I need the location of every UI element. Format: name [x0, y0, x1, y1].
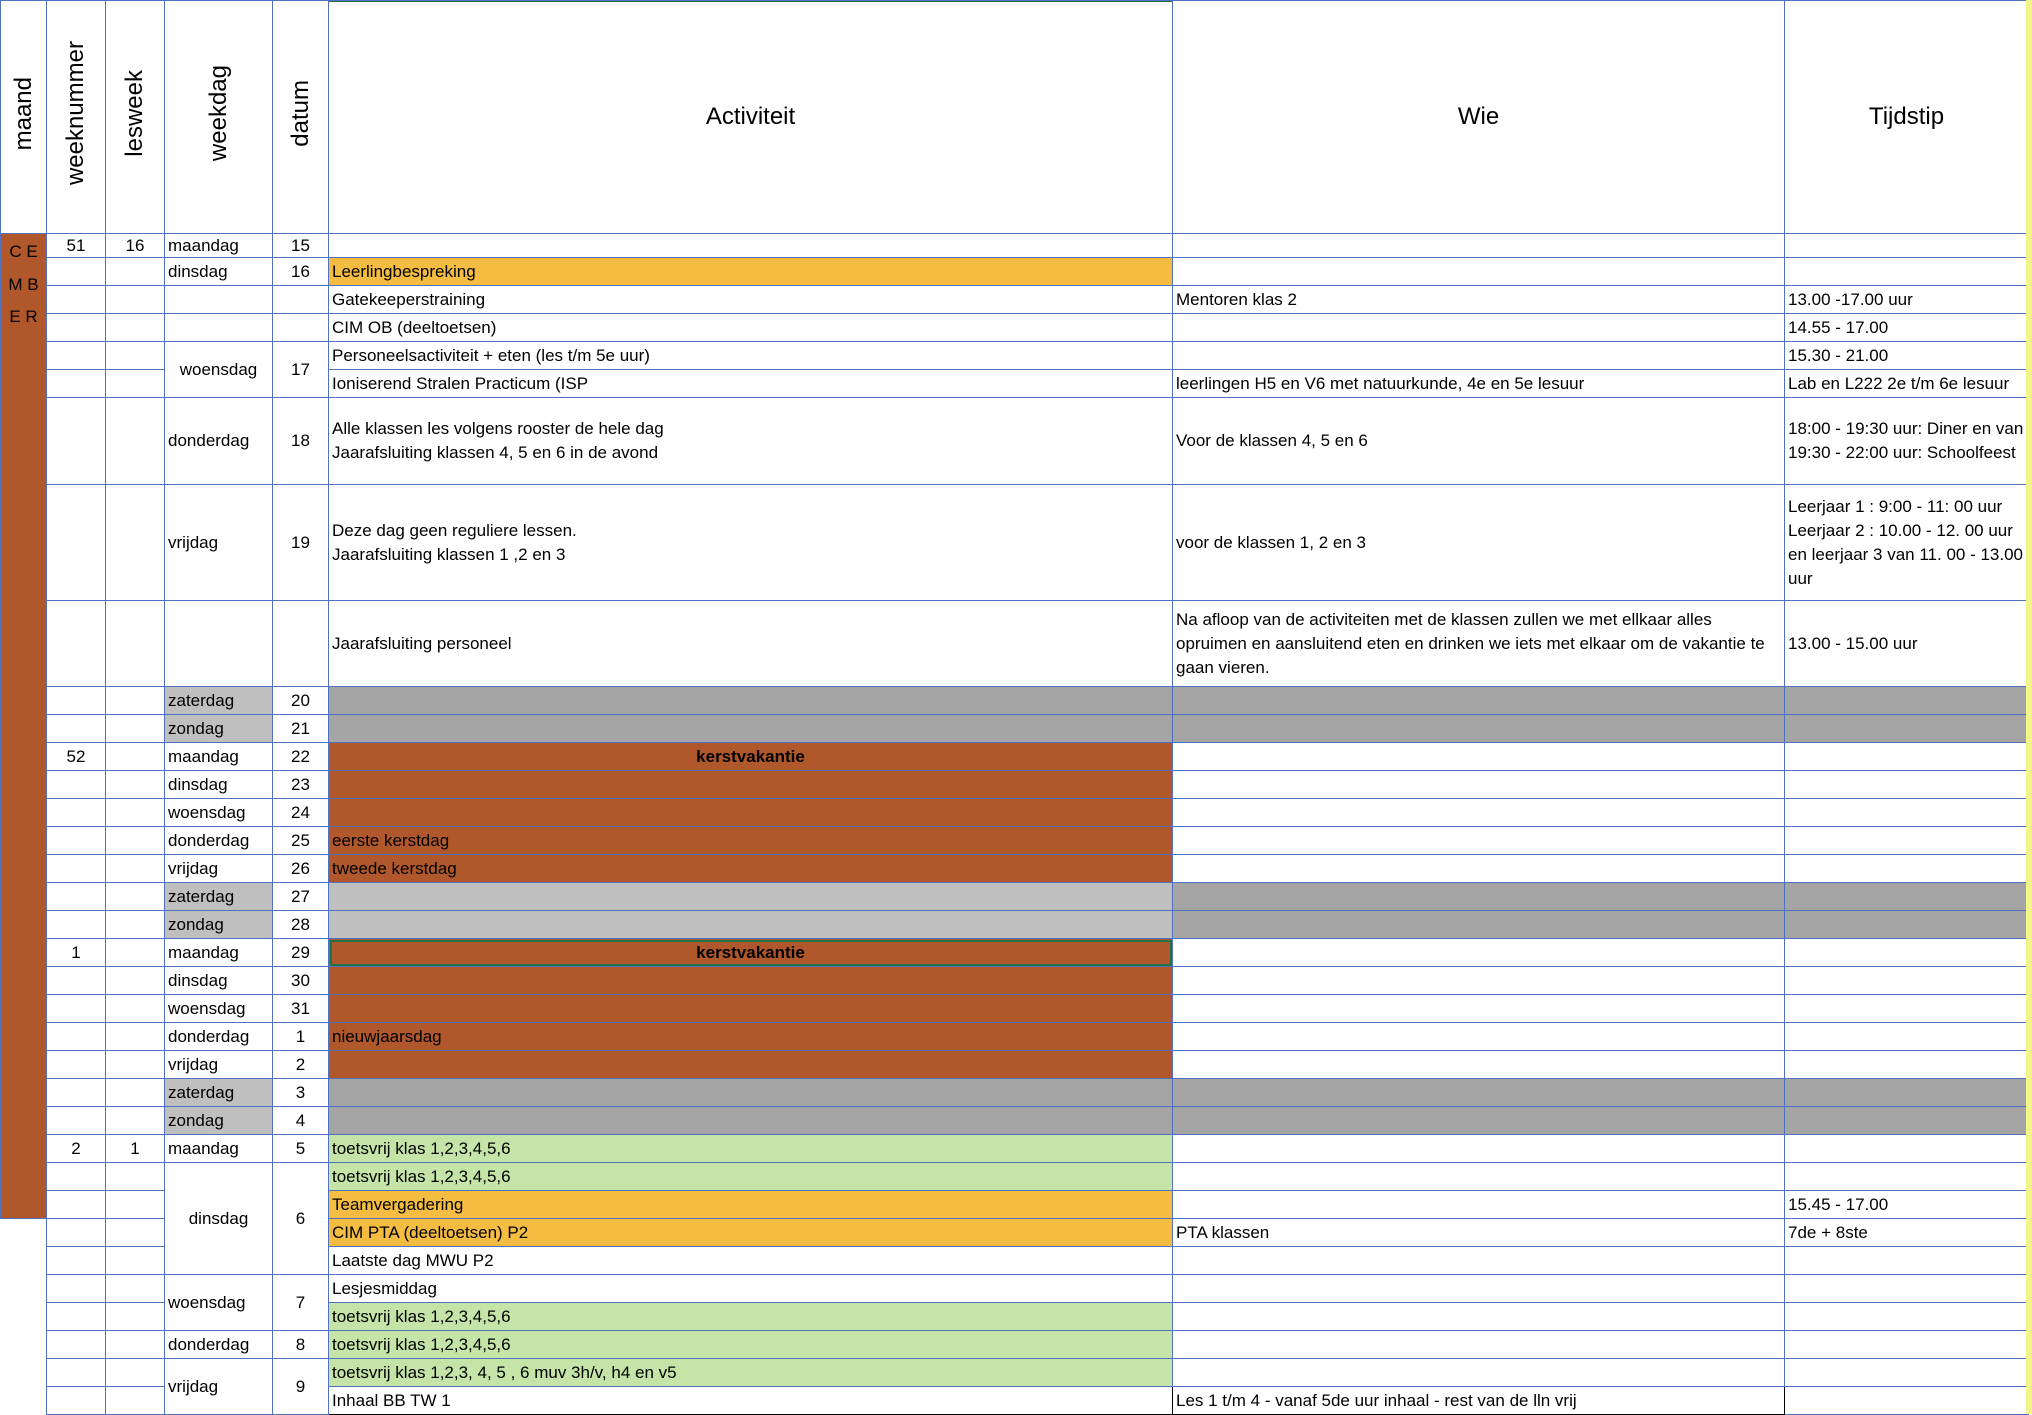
lesweek-cell[interactable] — [106, 1359, 165, 1387]
weeknummer-cell[interactable] — [47, 286, 106, 314]
lesweek-cell[interactable] — [106, 715, 165, 743]
tijdstip-cell[interactable]: 15.45 - 17.00 — [1785, 1191, 2029, 1219]
table-row — [1, 601, 2029, 687]
table-row — [1, 1331, 2029, 1359]
tijdstip-cell[interactable] — [1785, 1023, 2029, 1051]
wie-cell[interactable] — [1173, 799, 1785, 827]
tijdstip-cell[interactable] — [1785, 1163, 2029, 1191]
activiteit-cell[interactable]: Leerlingbespreking — [329, 258, 1173, 286]
weekdag-cell[interactable]: donderdag — [165, 827, 273, 855]
tijdstip-cell[interactable] — [1785, 855, 2029, 883]
lesweek-cell[interactable] — [106, 1275, 165, 1303]
tijdstip-cell[interactable] — [1785, 799, 2029, 827]
table-row — [1, 1359, 2029, 1387]
lesweek-cell[interactable] — [106, 967, 165, 995]
lesweek-cell[interactable] — [106, 1079, 165, 1107]
weeknummer-cell[interactable] — [47, 771, 106, 799]
header-wie[interactable]: Wie — [1173, 1, 1785, 234]
lesweek-cell[interactable] — [106, 370, 165, 398]
weeknummer-cell[interactable] — [47, 855, 106, 883]
wie-cell[interactable]: Voor de klassen 4, 5 en 6 — [1173, 398, 1785, 485]
table-row — [1, 1079, 2029, 1107]
table-row — [1, 314, 2029, 342]
activiteit-cell[interactable]: Gatekeeperstraining — [329, 286, 1173, 314]
header-datum[interactable]: datum — [273, 1, 329, 234]
activiteit-cell[interactable] — [329, 995, 1173, 1023]
wie-cell[interactable] — [1173, 743, 1785, 771]
activiteit-cell[interactable] — [329, 1051, 1173, 1079]
weeknummer-cell[interactable] — [47, 1051, 106, 1079]
weeknummer-cell[interactable]: 1 — [47, 939, 106, 967]
weeknummer-cell[interactable] — [47, 370, 106, 398]
table-row — [1, 855, 2029, 883]
datum-cell[interactable]: 28 — [273, 911, 329, 939]
tijdstip-cell[interactable] — [1785, 485, 2029, 601]
weeknummer-cell[interactable] — [47, 398, 106, 485]
wie-cell[interactable] — [1173, 1275, 1785, 1303]
wie-cell[interactable] — [1173, 911, 1785, 939]
lesweek-cell[interactable] — [106, 1303, 165, 1331]
tijdstip-cell[interactable] — [1785, 967, 2029, 995]
weeknummer-cell[interactable] — [47, 1359, 106, 1387]
header-lesweek[interactable]: lesweek — [106, 1, 165, 234]
table-row — [1, 743, 2029, 771]
datum-cell[interactable]: 2 — [273, 1051, 329, 1079]
lesweek-cell[interactable] — [106, 398, 165, 485]
weeknummer-cell[interactable] — [47, 342, 106, 370]
activiteit-cell[interactable]: toetsvrij klas 1,2,3,4,5,6 — [329, 1163, 1173, 1191]
tijdstip-cell[interactable] — [1785, 258, 2029, 286]
weeknummer-cell[interactable]: 2 — [47, 1135, 106, 1163]
header-row — [1, 1, 2029, 234]
activiteit-cell[interactable] — [329, 687, 1173, 715]
wie-line: Na afloop van de activiteiten met de klassen zullen we met ellkaar alles — [1176, 609, 1712, 629]
empty-month-cell — [1, 1219, 47, 1415]
wie-line: opruimen en aansluitend eten en drinken we iets met elkaar om de vakantie te — [1176, 633, 1765, 653]
datum-cell[interactable]: 24 — [273, 799, 329, 827]
activiteit-cell[interactable] — [329, 1079, 1173, 1107]
tijdstip-cell[interactable] — [1785, 1079, 2029, 1107]
weekdag-cell[interactable]: maandag — [165, 234, 273, 258]
wie-cell[interactable] — [1173, 601, 1785, 687]
lesweek-cell[interactable] — [106, 1219, 165, 1247]
lesweek-cell[interactable] — [106, 286, 165, 314]
weeknummer-cell[interactable] — [47, 1219, 106, 1247]
datum-cell[interactable] — [273, 286, 329, 314]
tijdstip-cell[interactable] — [1785, 715, 2029, 743]
tijdstip-cell[interactable] — [1785, 883, 2029, 911]
activiteit-cell[interactable]: nieuwjaarsdag — [329, 1023, 1173, 1051]
lesweek-cell[interactable] — [106, 342, 165, 370]
lesweek-cell[interactable] — [106, 771, 165, 799]
weekdag-cell[interactable]: vrijdag — [165, 485, 273, 601]
lesweek-cell[interactable] — [106, 743, 165, 771]
wie-cell[interactable] — [1173, 1247, 1785, 1275]
activiteit-cell-selected[interactable]: kerstvakantie — [329, 939, 1173, 967]
wie-cell[interactable] — [1173, 1163, 1785, 1191]
tijdstip-cell[interactable]: 15.30 - 21.00 — [1785, 342, 2029, 370]
wie-cell[interactable] — [1173, 883, 1785, 911]
activiteit-cell[interactable]: Inhaal BB TW 1 — [329, 1387, 1173, 1415]
datum-cell[interactable]: 4 — [273, 1107, 329, 1135]
weeknummer-cell[interactable] — [47, 1275, 106, 1303]
activiteit-cell[interactable]: Jaarafsluiting personeel — [329, 601, 1173, 687]
next-column-strip — [2026, 0, 2032, 1414]
weeknummer-cell[interactable] — [47, 883, 106, 911]
weeknummer-cell[interactable]: 51 — [47, 234, 106, 258]
datum-cell[interactable]: 17 — [273, 342, 329, 398]
wie-cell[interactable] — [1173, 715, 1785, 743]
activiteit-cell[interactable] — [329, 1107, 1173, 1135]
datum-cell[interactable] — [273, 314, 329, 342]
table-row — [1, 286, 2029, 314]
datum-cell[interactable]: 16 — [273, 258, 329, 286]
table-row — [1, 1135, 2029, 1163]
activiteit-cell[interactable]: CIM PTA (deeltoetsen) P2 — [329, 1219, 1173, 1247]
wie-cell[interactable] — [1173, 1107, 1785, 1135]
weeknummer-cell[interactable] — [47, 601, 106, 687]
lesweek-cell[interactable] — [106, 314, 165, 342]
lesweek-cell[interactable] — [106, 1331, 165, 1359]
tijdstip-line: Leerjaar 1 : 9:00 - 11: 00 uur — [1788, 496, 2003, 516]
weekdag-cell[interactable]: vrijdag — [165, 1359, 273, 1415]
tijdstip-line: en leerjaar 3 van 11. 00 - 13.00 — [1788, 544, 2024, 564]
wie-cell[interactable]: leerlingen H5 en V6 met natuurkunde, 4e en 5e lesuur — [1173, 370, 1785, 398]
datum-cell[interactable]: 27 — [273, 883, 329, 911]
datum-cell[interactable]: 26 — [273, 855, 329, 883]
lesweek-cell[interactable] — [106, 601, 165, 687]
lesweek-cell[interactable] — [106, 939, 165, 967]
weekdag-cell[interactable]: dinsdag — [165, 771, 273, 799]
datum-cell[interactable]: 25 — [273, 827, 329, 855]
activiteit-cell[interactable] — [329, 967, 1173, 995]
activiteit-line: Jaarafsluiting klassen 4, 5 en 6 in de avond — [332, 443, 659, 462]
activiteit-cell[interactable]: Laatste dag MWU P2 — [329, 1247, 1173, 1275]
weekdag-cell[interactable]: zondag — [165, 1107, 273, 1135]
weeknummer-cell[interactable] — [47, 967, 106, 995]
activiteit-cell[interactable]: toetsvrij klas 1,2,3,4,5,6 — [329, 1135, 1173, 1163]
tijdstip-cell[interactable] — [1785, 1359, 2029, 1387]
tijdstip-cell[interactable] — [1785, 939, 2029, 967]
datum-cell[interactable]: 22 — [273, 743, 329, 771]
activiteit-cell[interactable] — [329, 883, 1173, 911]
weeknummer-cell[interactable] — [47, 1023, 106, 1051]
tijdstip-line: 18:00 - 19:30 uur: Diner en van — [1788, 419, 2024, 438]
activiteit-cell[interactable]: Teamvergadering — [329, 1191, 1173, 1219]
weeknummer-cell[interactable] — [47, 911, 106, 939]
activiteit-cell[interactable] — [329, 485, 1173, 601]
datum-cell[interactable]: 5 — [273, 1135, 329, 1163]
lesweek-cell[interactable] — [106, 1023, 165, 1051]
wie-cell[interactable] — [1173, 687, 1785, 715]
lesweek-cell[interactable] — [106, 827, 165, 855]
tijdstip-cell[interactable] — [1785, 1107, 2029, 1135]
wie-cell[interactable] — [1173, 967, 1785, 995]
wie-cell[interactable] — [1173, 855, 1785, 883]
lesweek-cell[interactable]: 1 — [106, 1135, 165, 1163]
tijdstip-cell[interactable] — [1785, 1247, 2029, 1275]
wie-cell[interactable] — [1173, 1051, 1785, 1079]
table-row — [1, 883, 2029, 911]
tijdstip-cell[interactable] — [1785, 1275, 2029, 1303]
datum-cell[interactable]: 8 — [273, 1331, 329, 1359]
wie-cell[interactable]: PTA klassen — [1173, 1219, 1785, 1247]
datum-cell[interactable]: 19 — [273, 485, 329, 601]
weekdag-cell[interactable]: zaterdag — [165, 687, 273, 715]
tijdstip-cell[interactable] — [1785, 234, 2029, 258]
weekdag-cell[interactable]: donderdag — [165, 398, 273, 485]
table-row — [1, 995, 2029, 1023]
weekdag-cell[interactable]: dinsdag — [165, 258, 273, 286]
datum-cell[interactable]: 30 — [273, 967, 329, 995]
table-row — [1, 1163, 2029, 1191]
header-activiteit[interactable]: Activiteit — [329, 1, 1173, 234]
table-row — [1, 258, 2029, 286]
table-row — [1, 771, 2029, 799]
activiteit-cell[interactable]: toetsvrij klas 1,2,3, 4, 5 , 6 muv 3h/v, h4 en v5 — [329, 1359, 1173, 1387]
datum-cell[interactable] — [273, 601, 329, 687]
weeknummer-cell[interactable]: 52 — [47, 743, 106, 771]
tijdstip-cell[interactable] — [1785, 1331, 2029, 1359]
activiteit-cell[interactable] — [329, 799, 1173, 827]
lesweek-cell[interactable]: 16 — [106, 234, 165, 258]
tijdstip-cell[interactable]: Lab en L222 2e t/m 6e lesuur — [1785, 370, 2029, 398]
weeknummer-cell[interactable] — [47, 1303, 106, 1331]
weeknummer-cell[interactable] — [47, 1387, 106, 1415]
lesweek-cell[interactable] — [106, 855, 165, 883]
datum-cell[interactable]: 9 — [273, 1359, 329, 1415]
weekdag-cell[interactable]: donderdag — [165, 1023, 273, 1051]
table-row — [1, 967, 2029, 995]
tijdstip-cell[interactable] — [1785, 1051, 2029, 1079]
activiteit-line: Alle klassen les volgens rooster de hele dag — [332, 419, 664, 438]
weekdag-cell[interactable]: maandag — [165, 743, 273, 771]
weekdag-cell[interactable] — [165, 601, 273, 687]
activiteit-cell[interactable]: eerste kerstdag — [329, 827, 1173, 855]
lesweek-cell[interactable] — [106, 1163, 165, 1191]
activiteit-cell[interactable]: toetsvrij klas 1,2,3,4,5,6 — [329, 1303, 1173, 1331]
weeknummer-cell[interactable] — [47, 827, 106, 855]
datum-cell[interactable]: 20 — [273, 687, 329, 715]
wie-line: gaan vieren. — [1176, 657, 1270, 677]
activiteit-cell[interactable]: Personeelsactiviteit + eten (les t/m 5e uur) — [329, 342, 1173, 370]
header-tijdstip[interactable]: Tijdstip — [1785, 1, 2029, 234]
lesweek-cell[interactable] — [106, 1191, 165, 1219]
table-row — [1, 1023, 2029, 1051]
lesweek-cell[interactable] — [106, 1247, 165, 1275]
tijdstip-line: Leerjaar 2 : 10.00 - 12. 00 uur — [1788, 520, 2013, 540]
activiteit-cell[interactable]: CIM OB (deeltoetsen) — [329, 314, 1173, 342]
lesweek-cell[interactable] — [106, 1107, 165, 1135]
wie-cell[interactable] — [1173, 995, 1785, 1023]
datum-cell[interactable]: 18 — [273, 398, 329, 485]
tijdstip-cell[interactable]: 13.00 -17.00 uur — [1785, 286, 2029, 314]
wie-cell[interactable] — [1173, 314, 1785, 342]
tijdstip-cell[interactable] — [1785, 827, 2029, 855]
lesweek-cell[interactable] — [106, 1051, 165, 1079]
tijdstip-line: uur — [1788, 568, 1813, 588]
lesweek-cell[interactable] — [106, 799, 165, 827]
wie-cell[interactable] — [1173, 1079, 1785, 1107]
datum-cell[interactable]: 6 — [273, 1163, 329, 1275]
datum-cell[interactable]: 21 — [273, 715, 329, 743]
weekdag-cell[interactable] — [165, 314, 273, 342]
weeknummer-cell[interactable] — [47, 995, 106, 1023]
activiteit-cell[interactable] — [329, 911, 1173, 939]
tijdstip-cell[interactable] — [1785, 743, 2029, 771]
tijdstip-cell[interactable] — [1785, 1135, 2029, 1163]
wie-cell[interactable] — [1173, 258, 1785, 286]
activiteit-cell[interactable]: Ioniserend Stralen Practicum (ISP — [329, 370, 1173, 398]
activiteit-cell[interactable] — [329, 398, 1173, 485]
table-row — [1, 827, 2029, 855]
activiteit-cell[interactable]: toetsvrij klas 1,2,3,4,5,6 — [329, 1331, 1173, 1359]
weeknummer-cell[interactable] — [47, 1163, 106, 1191]
tijdstip-cell[interactable] — [1785, 687, 2029, 715]
lesweek-cell[interactable] — [106, 687, 165, 715]
weeknummer-cell[interactable] — [47, 1079, 106, 1107]
weekdag-cell[interactable]: dinsdag — [165, 967, 273, 995]
table-row — [1, 398, 2029, 485]
weekdag-cell[interactable]: dinsdag — [165, 1163, 273, 1275]
table-row — [1, 1051, 2029, 1079]
table-row — [1, 715, 2029, 743]
lesweek-cell[interactable] — [106, 883, 165, 911]
wie-cell[interactable]: Les 1 t/m 4 - vanaf 5de uur inhaal - rest van de lln vrij — [1173, 1387, 1785, 1415]
tijdstip-cell[interactable] — [1785, 771, 2029, 799]
activiteit-cell[interactable] — [329, 771, 1173, 799]
weeknummer-cell[interactable] — [47, 687, 106, 715]
wie-cell[interactable] — [1173, 771, 1785, 799]
tijdstip-line: 19:30 - 22:00 uur: Schoolfeest — [1788, 443, 2016, 462]
activiteit-cell[interactable] — [329, 715, 1173, 743]
month-cell-december[interactable]: C E M B E R — [1, 234, 47, 1219]
activiteit-cell[interactable] — [329, 234, 1173, 258]
lesweek-cell[interactable] — [106, 995, 165, 1023]
activiteit-cell[interactable]: tweede kerstdag — [329, 855, 1173, 883]
header-weekdag[interactable]: weekdag — [165, 1, 273, 234]
activiteit-cell[interactable]: kerstvakantie — [329, 743, 1173, 771]
table-row — [1, 799, 2029, 827]
table-row — [1, 1107, 2029, 1135]
header-maand[interactable]: maand — [1, 1, 47, 234]
datum-cell[interactable]: 23 — [273, 771, 329, 799]
datum-cell[interactable]: 3 — [273, 1079, 329, 1107]
wie-cell[interactable] — [1173, 1331, 1785, 1359]
wie-cell[interactable]: voor de klassen 1, 2 en 3 — [1173, 485, 1785, 601]
weeknummer-cell[interactable] — [47, 485, 106, 601]
weekdag-cell[interactable]: donderdag — [165, 1331, 273, 1359]
table-row — [1, 342, 2029, 370]
lesweek-cell[interactable] — [106, 258, 165, 286]
tijdstip-cell[interactable] — [1785, 995, 2029, 1023]
datum-cell[interactable]: 15 — [273, 234, 329, 258]
activiteit-line: Jaarafsluiting klassen 1 ,2 en 3 — [332, 544, 566, 564]
table-row — [1, 234, 2029, 258]
activiteit-line: Deze dag geen reguliere lessen. — [332, 520, 577, 540]
table-row — [1, 687, 2029, 715]
header-weeknummer[interactable]: weeknummer — [47, 1, 106, 234]
tijdstip-cell[interactable] — [1785, 1387, 2029, 1415]
activiteit-cell[interactable]: Lesjesmiddag — [329, 1275, 1173, 1303]
tijdstip-cell[interactable]: 7de + 8ste — [1785, 1219, 2029, 1247]
wie-cell[interactable] — [1173, 1303, 1785, 1331]
wie-cell[interactable] — [1173, 1023, 1785, 1051]
weeknummer-cell[interactable] — [47, 1191, 106, 1219]
weekdag-cell[interactable]: woensdag — [165, 799, 273, 827]
weeknummer-cell[interactable] — [47, 314, 106, 342]
datum-cell[interactable]: 29 — [273, 939, 329, 967]
weekdag-cell[interactable]: zondag — [165, 911, 273, 939]
weeknummer-cell[interactable] — [47, 1107, 106, 1135]
tijdstip-cell[interactable] — [1785, 911, 2029, 939]
wie-cell[interactable] — [1173, 1359, 1785, 1387]
tijdstip-cell[interactable] — [1785, 1303, 2029, 1331]
weeknummer-cell[interactable] — [47, 799, 106, 827]
wie-cell[interactable] — [1173, 1135, 1785, 1163]
wie-cell[interactable] — [1173, 342, 1785, 370]
lesweek-cell[interactable] — [106, 485, 165, 601]
weekdag-cell[interactable] — [165, 286, 273, 314]
wie-cell[interactable] — [1173, 827, 1785, 855]
table-row — [1, 485, 2029, 601]
weekdag-cell[interactable]: woensdag — [165, 1275, 273, 1331]
tijdstip-cell[interactable]: 14.55 - 17.00 — [1785, 314, 2029, 342]
wie-cell[interactable] — [1173, 234, 1785, 258]
table-row — [1, 939, 2029, 967]
wie-cell[interactable] — [1173, 939, 1785, 967]
weeknummer-cell[interactable] — [47, 258, 106, 286]
weekdag-cell[interactable]: woensdag — [165, 995, 273, 1023]
datum-cell[interactable]: 31 — [273, 995, 329, 1023]
weekdag-cell[interactable]: woensdag — [165, 342, 273, 398]
wie-cell[interactable]: Mentoren klas 2 — [1173, 286, 1785, 314]
table-row — [1, 1275, 2029, 1303]
weekdag-cell[interactable]: vrijdag — [165, 1051, 273, 1079]
datum-cell[interactable]: 1 — [273, 1023, 329, 1051]
weeknummer-cell[interactable] — [47, 1247, 106, 1275]
tijdstip-cell[interactable]: 13.00 - 15.00 uur — [1785, 601, 2029, 687]
weekdag-cell[interactable]: maandag — [165, 1135, 273, 1163]
weekdag-cell[interactable]: vrijdag — [165, 855, 273, 883]
weekdag-cell[interactable]: zaterdag — [165, 1079, 273, 1107]
weekdag-cell[interactable]: maandag — [165, 939, 273, 967]
weekdag-cell[interactable]: zondag — [165, 715, 273, 743]
weekdag-cell[interactable]: zaterdag — [165, 883, 273, 911]
tijdstip-cell[interactable] — [1785, 398, 2029, 485]
wie-cell[interactable] — [1173, 1191, 1785, 1219]
table-row — [1, 911, 2029, 939]
weeknummer-cell[interactable] — [47, 715, 106, 743]
weeknummer-cell[interactable] — [47, 1331, 106, 1359]
lesweek-cell[interactable] — [106, 1387, 165, 1415]
datum-cell[interactable]: 7 — [273, 1275, 329, 1331]
lesweek-cell[interactable] — [106, 911, 165, 939]
